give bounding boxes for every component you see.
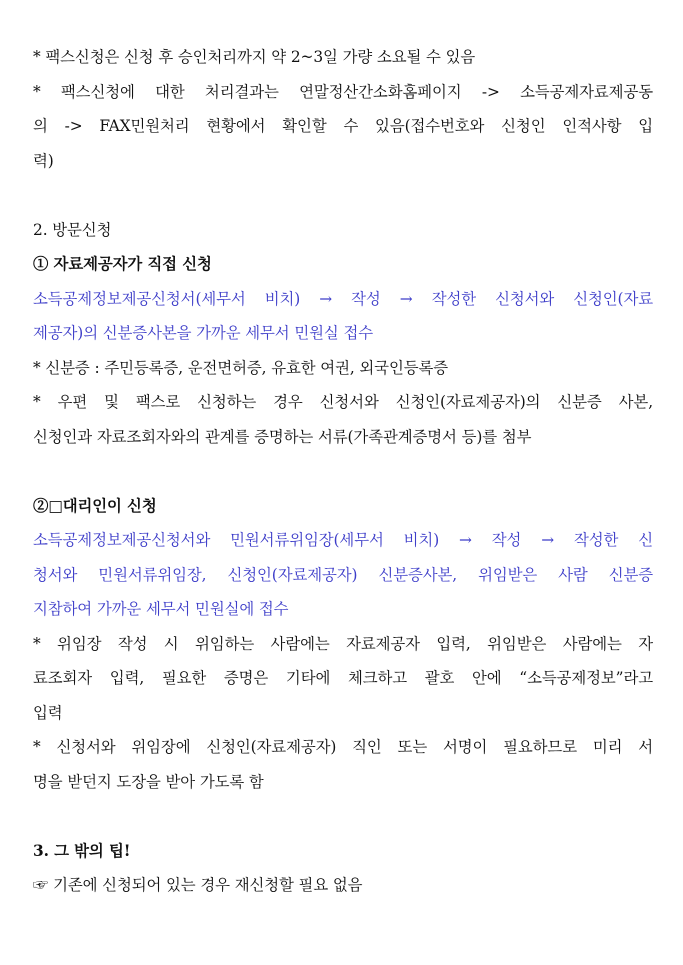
spacer	[33, 454, 653, 489]
fax-processing-time-note: * 팩스신청은 신청 후 승인처리까지 약 2~3일 가량 소요될 수 있음	[33, 48, 476, 66]
provider-steps-line: 소득공제정보제공신청서(세무서 비치) → 작성 → 작성한 신청서와 신청인(자료	[33, 289, 653, 308]
agent-subheading: ②□대리인이 신청	[33, 496, 157, 515]
tips-section-heading: 3. 그 밖의 팁!	[33, 841, 131, 860]
agent-steps-line: 소득공제정보제공신청서와 민원서류위임장(세무서 비치) → 작성 → 작성한 신	[33, 531, 653, 549]
provider-steps-line: 제공자)의 신분증사본을 가까운 세무서 민원실 접수	[33, 324, 373, 342]
visit-section-heading: 2. 방문신청	[33, 220, 112, 239]
agent-steps-line: 지참하여 가까운 세무서 민원실에 접수	[33, 600, 289, 618]
spacer	[33, 178, 653, 213]
id-card-note: * 신분증 : 주민등록증, 운전면허증, 유효한 여권, 외국인등록증	[33, 358, 449, 377]
agent-steps-line: 청서와 민원서류위임장, 신청인(자료제공자) 신분증사본, 위임받은 사람 신분증	[33, 565, 653, 584]
mail-fax-note-line: * 우편 및 팩스로 신청하는 경우 신청서와 신청인(자료제공자)의 신분증 사본,	[33, 393, 653, 411]
signature-note-line: * 신청서와 위임장에 신청인(자료제공자) 직인 또는 서명이 필요하므로 미리 서	[33, 738, 653, 756]
document-page	[33, 40, 653, 903]
warrant-note-line: 료조회자 입력, 필요한 증명은 기타에 체크하고 괄호 안에 “소득공제정보”라고	[33, 669, 653, 687]
fax-result-note-line: * 팩스신청에 대한 처리결과는 연말정산간소화홈페이지 -> 소득공제자료제공동	[33, 82, 653, 101]
mail-fax-note-line: 신청인과 자료조회자와의 관계를 증명하는 서류(가족관계증명서 등)를 첨부	[33, 427, 532, 446]
warrant-note-line: * 위임장 작성 시 위임하는 사람에는 자료제공자 입력, 위임받은 사람에는 자	[33, 634, 653, 653]
warrant-note-line: 입력	[33, 703, 63, 722]
fax-result-note-line: 의 -> FAX민원처리 현황에서 확인할 수 있음(접수번호와 신청인 인적사항 입	[33, 117, 653, 135]
tip-item: ☞ 기존에 신청되어 있는 경우 재신청할 필요 없음	[33, 876, 363, 894]
fax-result-note-line: 력)	[33, 151, 54, 170]
provider-subheading: ① 자료제공자가 직접 신청	[33, 255, 212, 273]
signature-note-line: 명을 받던지 도장을 받아 가도록 함	[33, 772, 264, 791]
spacer	[33, 799, 653, 834]
